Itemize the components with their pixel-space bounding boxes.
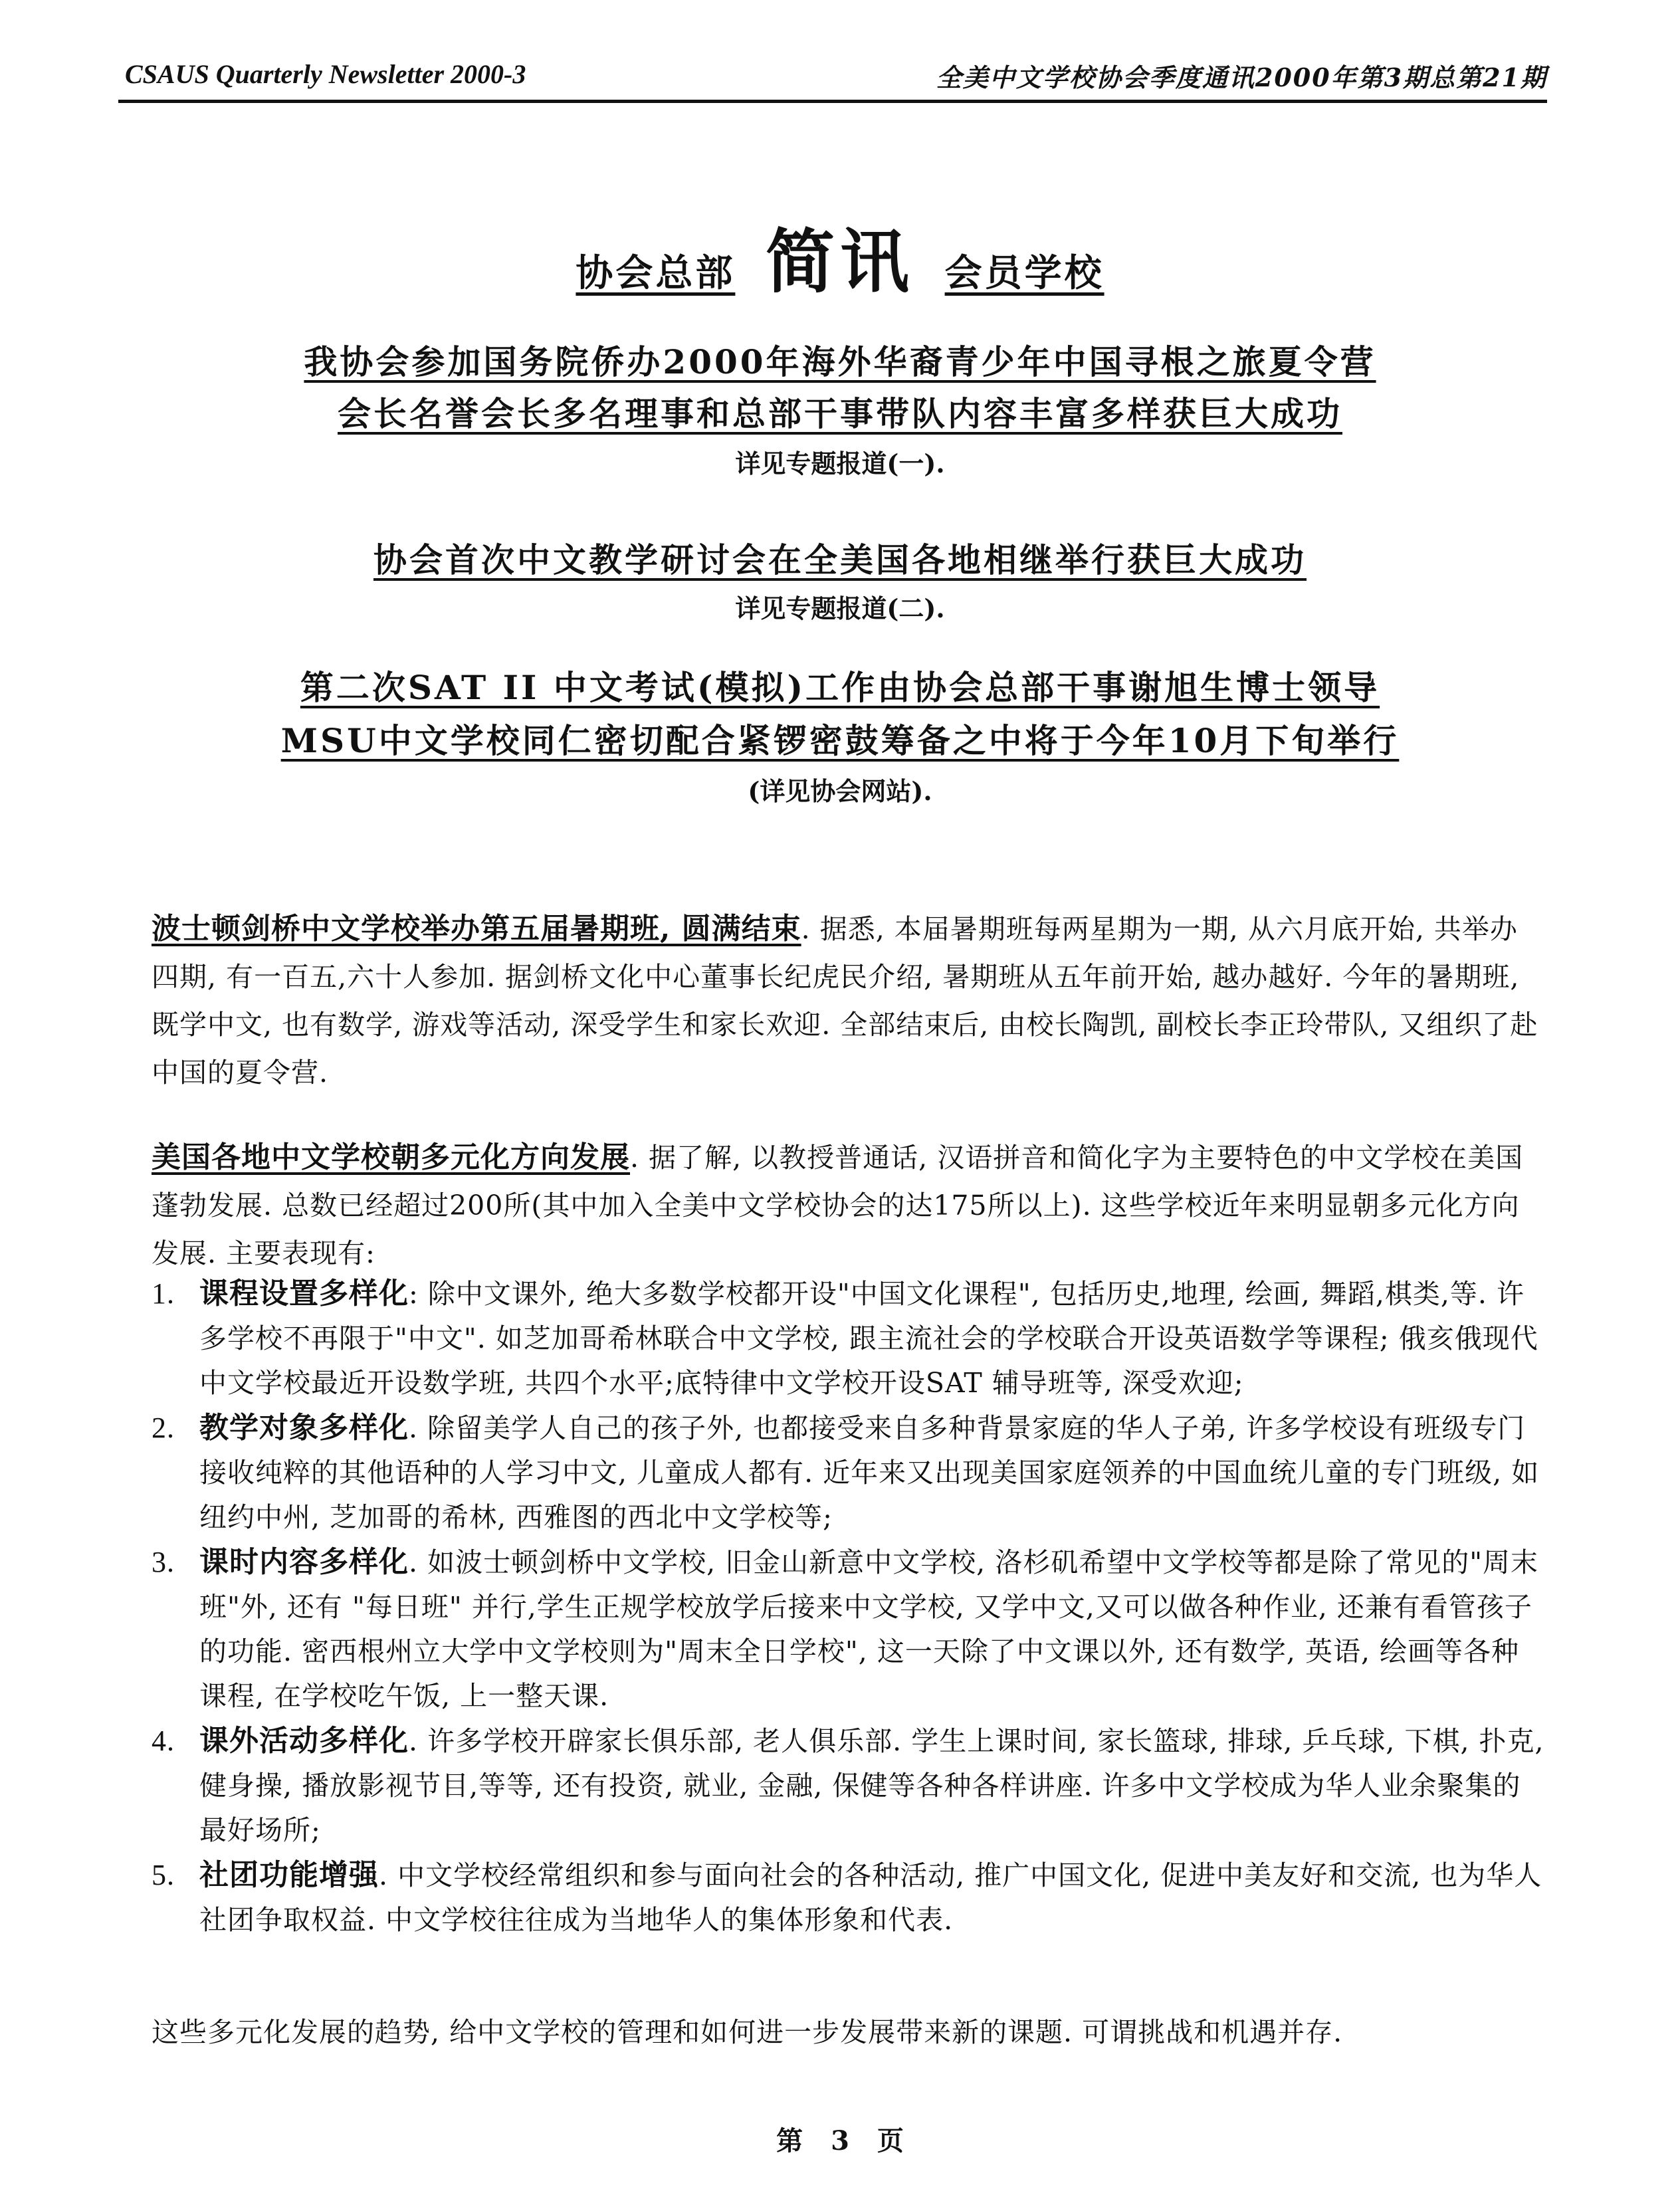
list-number: 1. — [152, 1277, 175, 1310]
running-header — [118, 52, 1547, 103]
list-number: 5. — [152, 1859, 175, 1891]
list-item — [152, 1719, 1547, 1853]
diversification-list — [152, 1271, 1547, 1942]
headline-3-line-1: 第二次SAT II 中文考试(模拟)工作由协会总部干事谢旭生博士领导 — [300, 668, 1380, 707]
headline-1-sub: 详见专题报道(一). — [735, 449, 945, 478]
list-number: 4. — [152, 1724, 175, 1757]
page-number: 第 3 页 — [776, 2125, 904, 2156]
list-keyword: 教学对象多样化 — [199, 1411, 409, 1445]
list-item — [152, 1271, 1547, 1406]
article-diversification — [152, 1134, 1540, 1277]
list-number: 2. — [152, 1411, 175, 1444]
article-diversification-lead: 美国各地中文学校朝多元化方向发展 — [152, 1140, 630, 1174]
list-text: . 除留美学人自己的孩子外, 也都接受来自多种背景家庭的华人子弟, 许多学校设有班级专门接收纯粹的其他语种的人学习中文, 儿童成人都有. 近年来又出现美国家庭领养的中国血统儿童的专门班级, 如纽约中州, 芝加哥的希林, 西雅图的西北中文学校等; — [199, 1412, 1540, 1533]
title-left: 协会总部 — [576, 252, 736, 295]
section-title — [0, 206, 1680, 306]
headline-2-sub: 详见专题报道(二). — [735, 593, 945, 623]
list-text: . 中文学校经常组织和参与面向社会的各种活动, 推广中国文化, 促进中美友好和交流, 也为华人社团争取权益. 中文学校往往成为当地华人的集体形象和代表. — [199, 1859, 1542, 1936]
list-item — [152, 1406, 1547, 1540]
list-text: : 除中文课外, 绝大多数学校都开设"中国文化课程", 包括历史,地理, 绘画, 舞蹈,棋类,等. 许多学校不再限于"中文". 如芝加哥希林联合中文学校, 跟主流社会的学校联合开设英语数学等课程; 俄亥俄现代中文学校最近开设数学班, 共四个水平;底特律中文学校开设SAT 辅导班等, 深受欢迎; — [199, 1278, 1538, 1399]
headline-2-line-1: 协会首次中文教学研讨会在全美国各地相继举行获巨大成功 — [373, 540, 1307, 579]
list-keyword: 社团功能增强 — [199, 1858, 379, 1892]
list-item — [152, 1540, 1547, 1719]
article-summer-class — [152, 905, 1540, 1096]
list-keyword: 课时内容多样化 — [199, 1545, 409, 1579]
list-keyword: 课程设置多样化 — [199, 1277, 409, 1310]
title-right: 会员学校 — [944, 252, 1104, 295]
newsletter-name: CSAUS Quarterly Newsletter 2000-3 — [125, 59, 526, 89]
title-center: 简讯 — [765, 221, 914, 302]
list-item — [152, 1853, 1547, 1942]
headline-3-sub: (详见协会网站). — [748, 776, 932, 806]
headline-3-line-2: MSU中文学校同仁密切配合紧锣密鼓筹备之中将于今年10月下旬举行 — [280, 721, 1400, 760]
article-diversification-body: . 据了解, 以教授普通话, 汉语拼音和简化字为主要特色的中文学校在美国蓬勃发展. 总数已经超过200所(其中加入全美中文学校协会的达175所以上). 这些学校近年来明显朝多元化方向发展. 主要表现有: — [152, 1142, 1524, 1269]
article-closing: 这些多元化发展的趋势, 给中文学校的管理和如何进一步发展带来新的课题. 可谓挑战和机遇并存. — [152, 2016, 1343, 2048]
article-summer-class-lead: 波士顿剑桥中文学校举办第五届暑期班, 圆满结束 — [152, 912, 801, 946]
article-summer-class-body: . 据悉, 本届暑期班每两星期为一期, 从六月底开始, 共举办四期, 有一百五,六十人参加. 据剑桥文化中心董事长纪虎民介绍, 暑期班从五年前开始, 越办越好. 今年的暑期班, 既学中文, 也有数学, 游戏等活动, 深受学生和家长欢迎. 全部结束后, 由校长陶凯, 副校长李正玲带队, 又组织了赴中国的夏令营. — [152, 913, 1538, 1089]
headline-1-line-2: 会长名誉会长多名理事和总部干事带队内容丰富多样获巨大成功 — [338, 394, 1342, 433]
issue-info: 全美中文学校协会季度通讯2000年第3期总第21期 — [936, 62, 1547, 92]
headline-1-line-1: 我协会参加国务院侨办2000年海外华裔青少年中国寻根之旅夏令营 — [304, 342, 1376, 381]
list-keyword: 课外活动多样化 — [199, 1724, 409, 1758]
list-number: 3. — [152, 1546, 175, 1578]
list-text: . 许多学校开辟家长俱乐部, 老人俱乐部. 学生上课时间, 家长篮球, 排球, 乒乓球, 下棋, 扑克, 健身操, 播放影视节目,等等, 还有投资, 就业, 金融, 保健等各种各样讲座. 许多中文学校成为华人业余聚集的最好场所; — [199, 1725, 1544, 1846]
list-text: . 如波士顿剑桥中文学校, 旧金山新意中文学校, 洛杉矶希望中文学校等都是除了常见的"周末班"外, 还有 "每日班" 并行,学生正规学校放学后接来中文学校, 又学中文,又可以做各种作业, 还兼有看管孩子的功能. 密西根州立大学中文学校则为"周末全日学校", 这一天除了中文课以外, 还有数学, 英语, 绘画等各种课程, 在学校吃午饭, 上一整天课. — [199, 1546, 1539, 1712]
